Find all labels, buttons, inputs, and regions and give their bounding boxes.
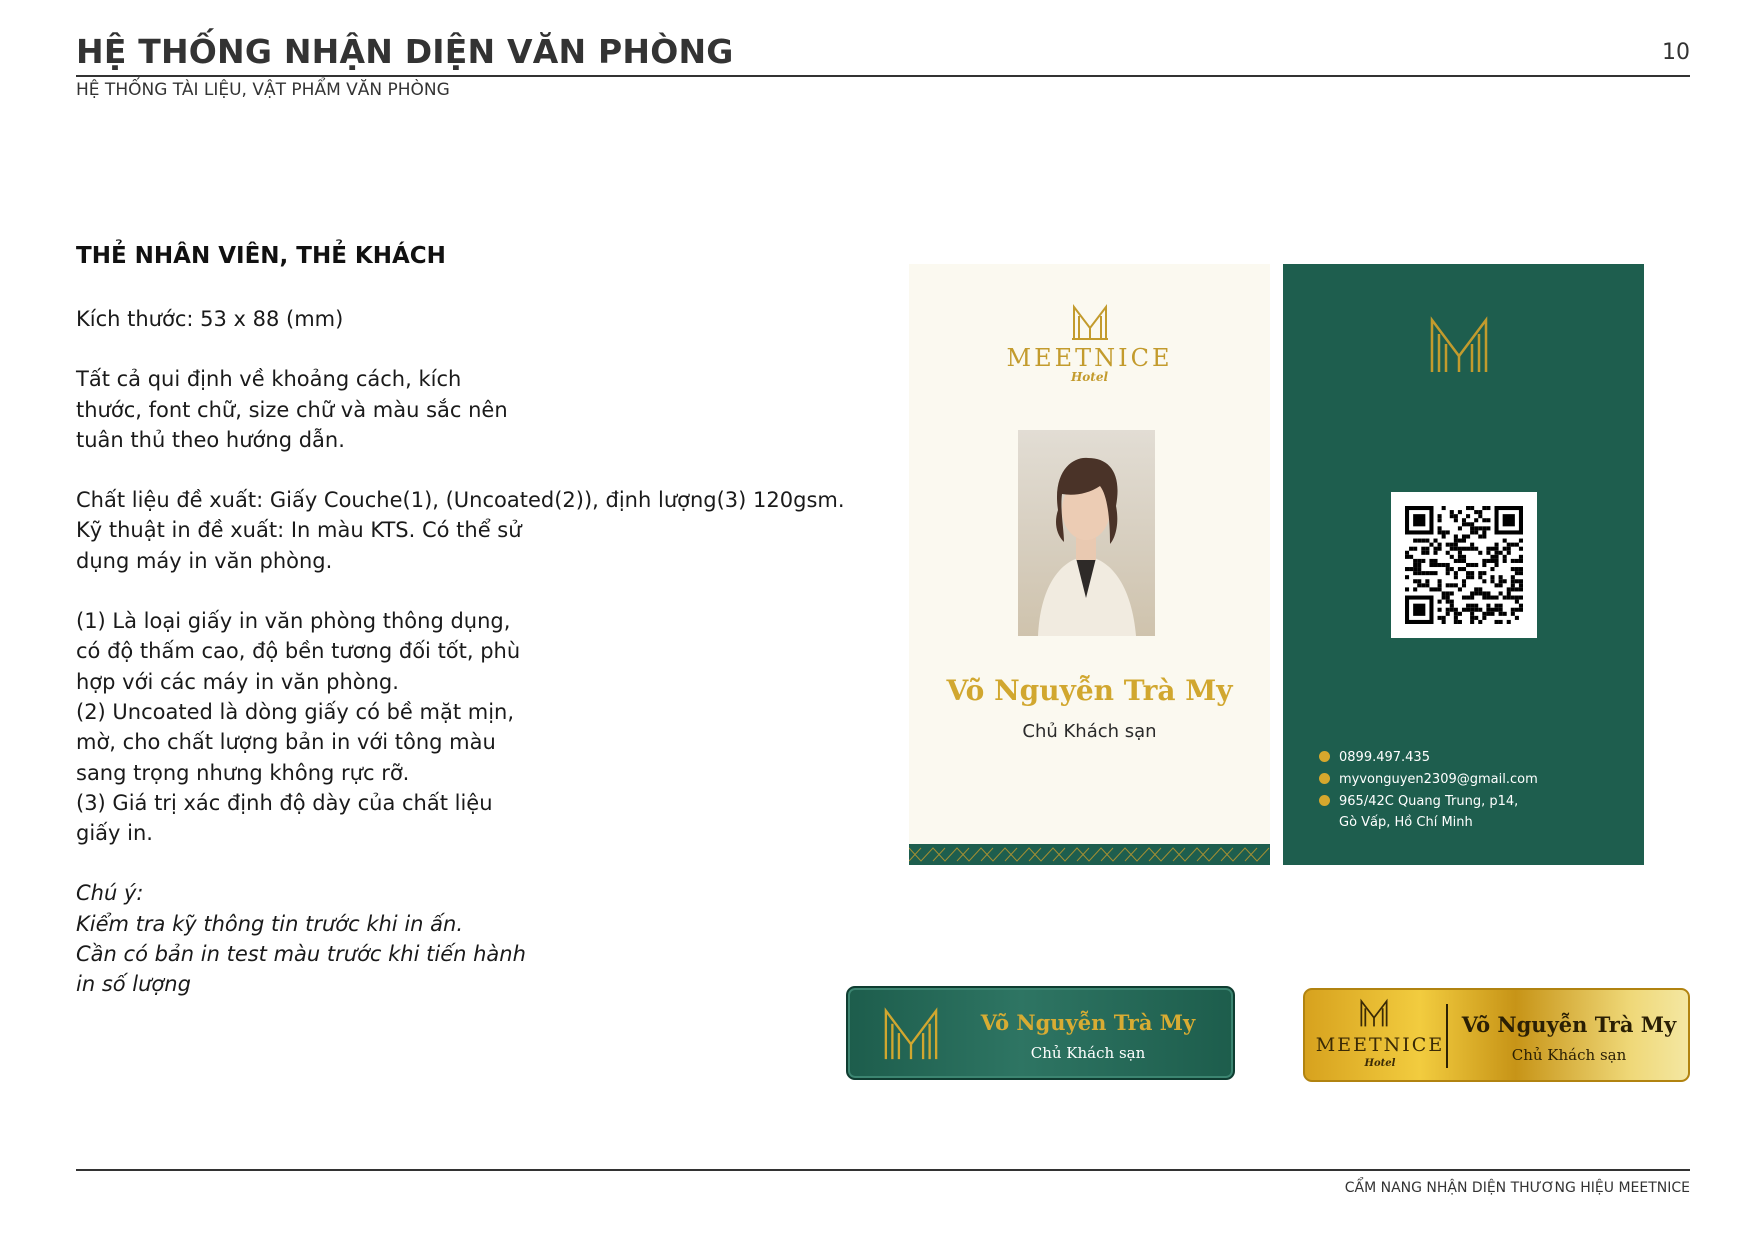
contact-address — [1319, 794, 1518, 809]
note-line: Chú ý: — [76, 881, 144, 906]
qr-code-icon — [1405, 506, 1523, 624]
contact-phone — [1319, 750, 1430, 765]
brand-subtext: Hotel — [1364, 1058, 1396, 1069]
rules-line: thước, font chữ, size chữ và màu sắc nên — [76, 397, 508, 422]
name-badge-green — [846, 986, 1235, 1080]
section-title: THẺ NHÂN VIÊN, THẺ KHÁCH — [76, 243, 446, 269]
footer-divider — [76, 1169, 1690, 1171]
section-body — [76, 304, 845, 1030]
profile-photo — [1018, 430, 1155, 636]
note-line: Kiểm tra kỹ thông tin trước khi in ấn. — [76, 911, 463, 936]
badge-name: Võ Nguyễn Trà My — [1461, 1012, 1677, 1037]
name-badge-gold — [1303, 988, 1690, 1082]
brand-subtext: Hotel — [1070, 370, 1109, 384]
footnote-line: giấy in. — [76, 821, 153, 846]
page-number: 10 — [1662, 40, 1690, 65]
rules-line: tuân thủ theo hướng dẫn. — [76, 427, 345, 452]
material-line: dụng máy in văn phòng. — [76, 548, 333, 573]
footnote-line: (3) Giá trị xác định độ dày của chất liệu — [76, 790, 493, 815]
m-monogram-icon — [1428, 316, 1490, 374]
header-divider — [76, 75, 1690, 77]
employee-name: Võ Nguyễn Trà My — [946, 674, 1233, 707]
address-line1: 965/42C Quang Trung, p14, — [1339, 794, 1519, 809]
rules-line: Tất cả qui định về khoảng cách, kích — [76, 367, 462, 392]
contact-address-2 — [1319, 815, 1473, 830]
material-line: Kỹ thuật in đề xuất: In màu KTS. Có thể sử — [76, 518, 522, 543]
email-icon — [1319, 773, 1330, 784]
badge-name: Võ Nguyễn Trà My — [980, 1010, 1196, 1035]
id-card-front — [909, 264, 1270, 865]
page-subtitle: HỆ THỐNG TÀI LIỆU, VẬT PHẨM VĂN PHÒNG — [76, 80, 450, 100]
note-line: Cần có bản in test màu trước khi tiến hành — [76, 942, 526, 967]
note-line: in số lượng — [76, 972, 191, 997]
employee-role: Chủ Khách sạn — [1022, 721, 1157, 742]
id-card-back — [1283, 264, 1644, 865]
footnote-line: sang trọng nhưng không rực rỡ. — [76, 760, 410, 785]
m-monogram-icon — [882, 1007, 940, 1061]
material-line: Chất liệu đề xuất: Giấy Couche(1), (Uncoated(2)), định lượng(3) 120gsm. — [76, 488, 845, 513]
footnote-line: có độ thấm cao, độ bền tương đối tốt, phù — [76, 639, 521, 664]
email-text: myvonguyen2309@gmail.com — [1339, 772, 1538, 787]
badge-role: Chủ Khách sạn — [1511, 1046, 1627, 1064]
brand-wordmark: MEETNICE — [1006, 344, 1173, 372]
material-paragraph — [76, 485, 845, 576]
location-icon — [1319, 795, 1330, 806]
footnote-line: hợp với các máy in văn phòng. — [76, 669, 399, 694]
badge-divider — [1446, 1004, 1448, 1068]
brand-wordmark: MEETNICE — [1315, 1034, 1445, 1056]
footer-text: CẨM NANG NHẬN DIỆN THƯƠNG HIỆU MEETNICE — [1344, 1180, 1690, 1196]
footnotes-paragraph — [76, 606, 836, 848]
badge-role: Chủ Khách sạn — [1030, 1044, 1146, 1062]
address-line2: Gò Vấp, Hồ Chí Minh — [1339, 815, 1473, 830]
footnote-line: (1) Là loại giấy in văn phòng thông dụng, — [76, 609, 511, 634]
size-text: Kích thước: 53 x 88 (mm) — [76, 307, 344, 331]
contact-email — [1319, 772, 1538, 787]
rules-paragraph — [76, 364, 836, 455]
qr-code — [1391, 492, 1537, 638]
m-monogram-icon — [1071, 304, 1109, 340]
hotel-logo — [909, 304, 1270, 384]
page-title: HỆ THỐNG NHẬN DIỆN VĂN PHÒNG — [76, 32, 734, 71]
phone-text: 0899.497.435 — [1339, 750, 1430, 765]
card-pattern-strip — [909, 844, 1270, 865]
footnote-line: (2) Uncoated là dòng giấy có bề mặt mịn, — [76, 699, 515, 724]
phone-icon — [1319, 751, 1330, 762]
note-paragraph — [76, 878, 836, 999]
footnote-line: mờ, cho chất lượng bản in với tông màu — [76, 730, 496, 755]
m-monogram-icon — [1359, 998, 1389, 1028]
size-paragraph — [76, 304, 836, 334]
